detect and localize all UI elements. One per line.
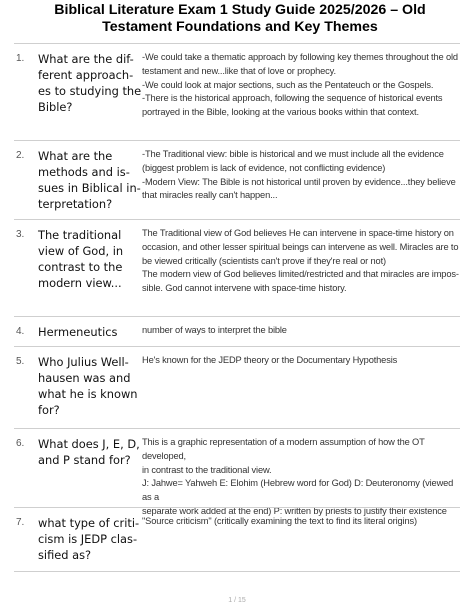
question-line: view of God, in	[38, 244, 124, 258]
question-line: terpretation?	[38, 197, 113, 211]
question-text	[38, 354, 150, 418]
list-item	[14, 316, 460, 346]
answer-text	[142, 227, 460, 296]
bottom-divider	[14, 571, 460, 572]
list-item	[14, 346, 460, 428]
question-line: What does J, E, D,	[38, 437, 140, 451]
item-number: 6.	[16, 438, 25, 449]
question-text	[38, 436, 150, 468]
item-number: 7.	[16, 517, 25, 528]
question-line: sues in Biblical in-	[38, 181, 141, 195]
question-text	[38, 227, 150, 291]
answer-line: -Modern View: The Bible is not historical until proven by evidence...they believe	[142, 176, 456, 187]
item-number: 5.	[16, 356, 25, 367]
question-text	[38, 515, 150, 563]
answer-line: He's known for the JEDP theory or the Documentary Hypothesis	[142, 355, 398, 365]
question-line: What are the	[38, 149, 113, 163]
answer-line: The modern view of God believes limited/restricted and that miracles are impos-	[142, 269, 459, 280]
answer-text	[142, 515, 460, 529]
answer-text	[142, 324, 460, 338]
question-line: what type of criti-	[38, 516, 140, 530]
answer-line: -The Traditional view: bible is historical and we must include all the evidence	[142, 149, 444, 159]
answer-text	[142, 354, 460, 368]
question-line: The traditional	[38, 228, 122, 242]
list-item	[14, 507, 460, 571]
item-number: 3.	[16, 229, 25, 240]
question-line: cism is JEDP clas-	[38, 532, 138, 546]
study-guide-list	[14, 43, 460, 572]
question-line: ferent approach-	[38, 68, 134, 82]
question-line: modern view...	[38, 276, 122, 290]
answer-line: -We could take a thematic approach by following key themes throughout the old	[142, 52, 458, 62]
list-item	[14, 428, 460, 516]
answer-text	[142, 51, 460, 120]
title-line-2: Testament Foundations and Key Themes	[102, 18, 378, 35]
answer-line: J: Jahwe= Yahweh E: Elohim (Hebrew word for God) D: Deuteronomy (viewed as a	[142, 478, 454, 503]
document-title	[20, 2, 460, 35]
list-item	[14, 43, 460, 140]
question-line: es to studying the	[38, 84, 142, 98]
answer-line: This is a graphic representation of a modern assumption of how the OT developed,	[142, 437, 425, 461]
answer-line: (biggest problem is lack of evidence, not conflicting evidence)	[142, 162, 386, 173]
question-text	[38, 51, 150, 115]
item-number: 2.	[16, 150, 25, 161]
answer-line: -We could look at major sections, such as the Pentateuch or the Gospels.	[142, 79, 434, 90]
answer-line: that miracles really can't happen...	[142, 190, 278, 201]
answer-line: occasion, and other lesser spiritual beings can intervene as well. Miracles are to	[142, 241, 459, 252]
question-line: Bible?	[38, 100, 73, 114]
answer-line: number of ways to interpret the bible	[142, 325, 287, 335]
question-line: contrast to the	[38, 260, 123, 274]
answer-line: be viewed critically (scientists can't prove if they're real or not)	[142, 255, 386, 266]
answer-line: "Source criticism" (critically examining the text to find its literal origins)	[142, 516, 417, 526]
question-line: Who Julius Well-	[38, 355, 129, 369]
question-text	[38, 324, 150, 340]
list-item	[14, 140, 460, 219]
question-line: and P stand for?	[38, 453, 131, 467]
answer-line: The Traditional view of God believes He can intervene in space-time history on	[142, 228, 454, 238]
answer-line: separate work added at the end) P: written by priests to justify their existence	[142, 505, 447, 516]
question-line: what he is known	[38, 387, 138, 401]
question-line: for?	[38, 403, 60, 417]
question-text	[38, 148, 150, 212]
answer-line: in contrast to the traditional view.	[142, 464, 272, 475]
question-line: Hermeneutics	[38, 325, 118, 339]
question-line: methods and is-	[38, 165, 130, 179]
question-line: What are the dif-	[38, 52, 134, 66]
item-number: 4.	[16, 326, 25, 337]
list-item	[14, 219, 460, 316]
page-indicator: 1 / 15	[228, 597, 246, 604]
title-line-1: Biblical Literature Exam 1 Study Guide 2025/2026 – Old	[54, 2, 426, 18]
answer-line: -There is the historical approach, following the sequence of historical events	[142, 93, 443, 104]
answer-line: sible. God cannot intervene with space-time history.	[142, 283, 347, 294]
question-line: sified as?	[38, 548, 92, 562]
answer-line: testament and new...like that of love or prophecy.	[142, 65, 336, 76]
answer-text	[142, 148, 460, 203]
item-number: 1.	[16, 53, 25, 64]
question-line: hausen was and	[38, 371, 131, 385]
answer-line: portrayed in the Bible, looking at the various books within that context.	[142, 107, 419, 118]
